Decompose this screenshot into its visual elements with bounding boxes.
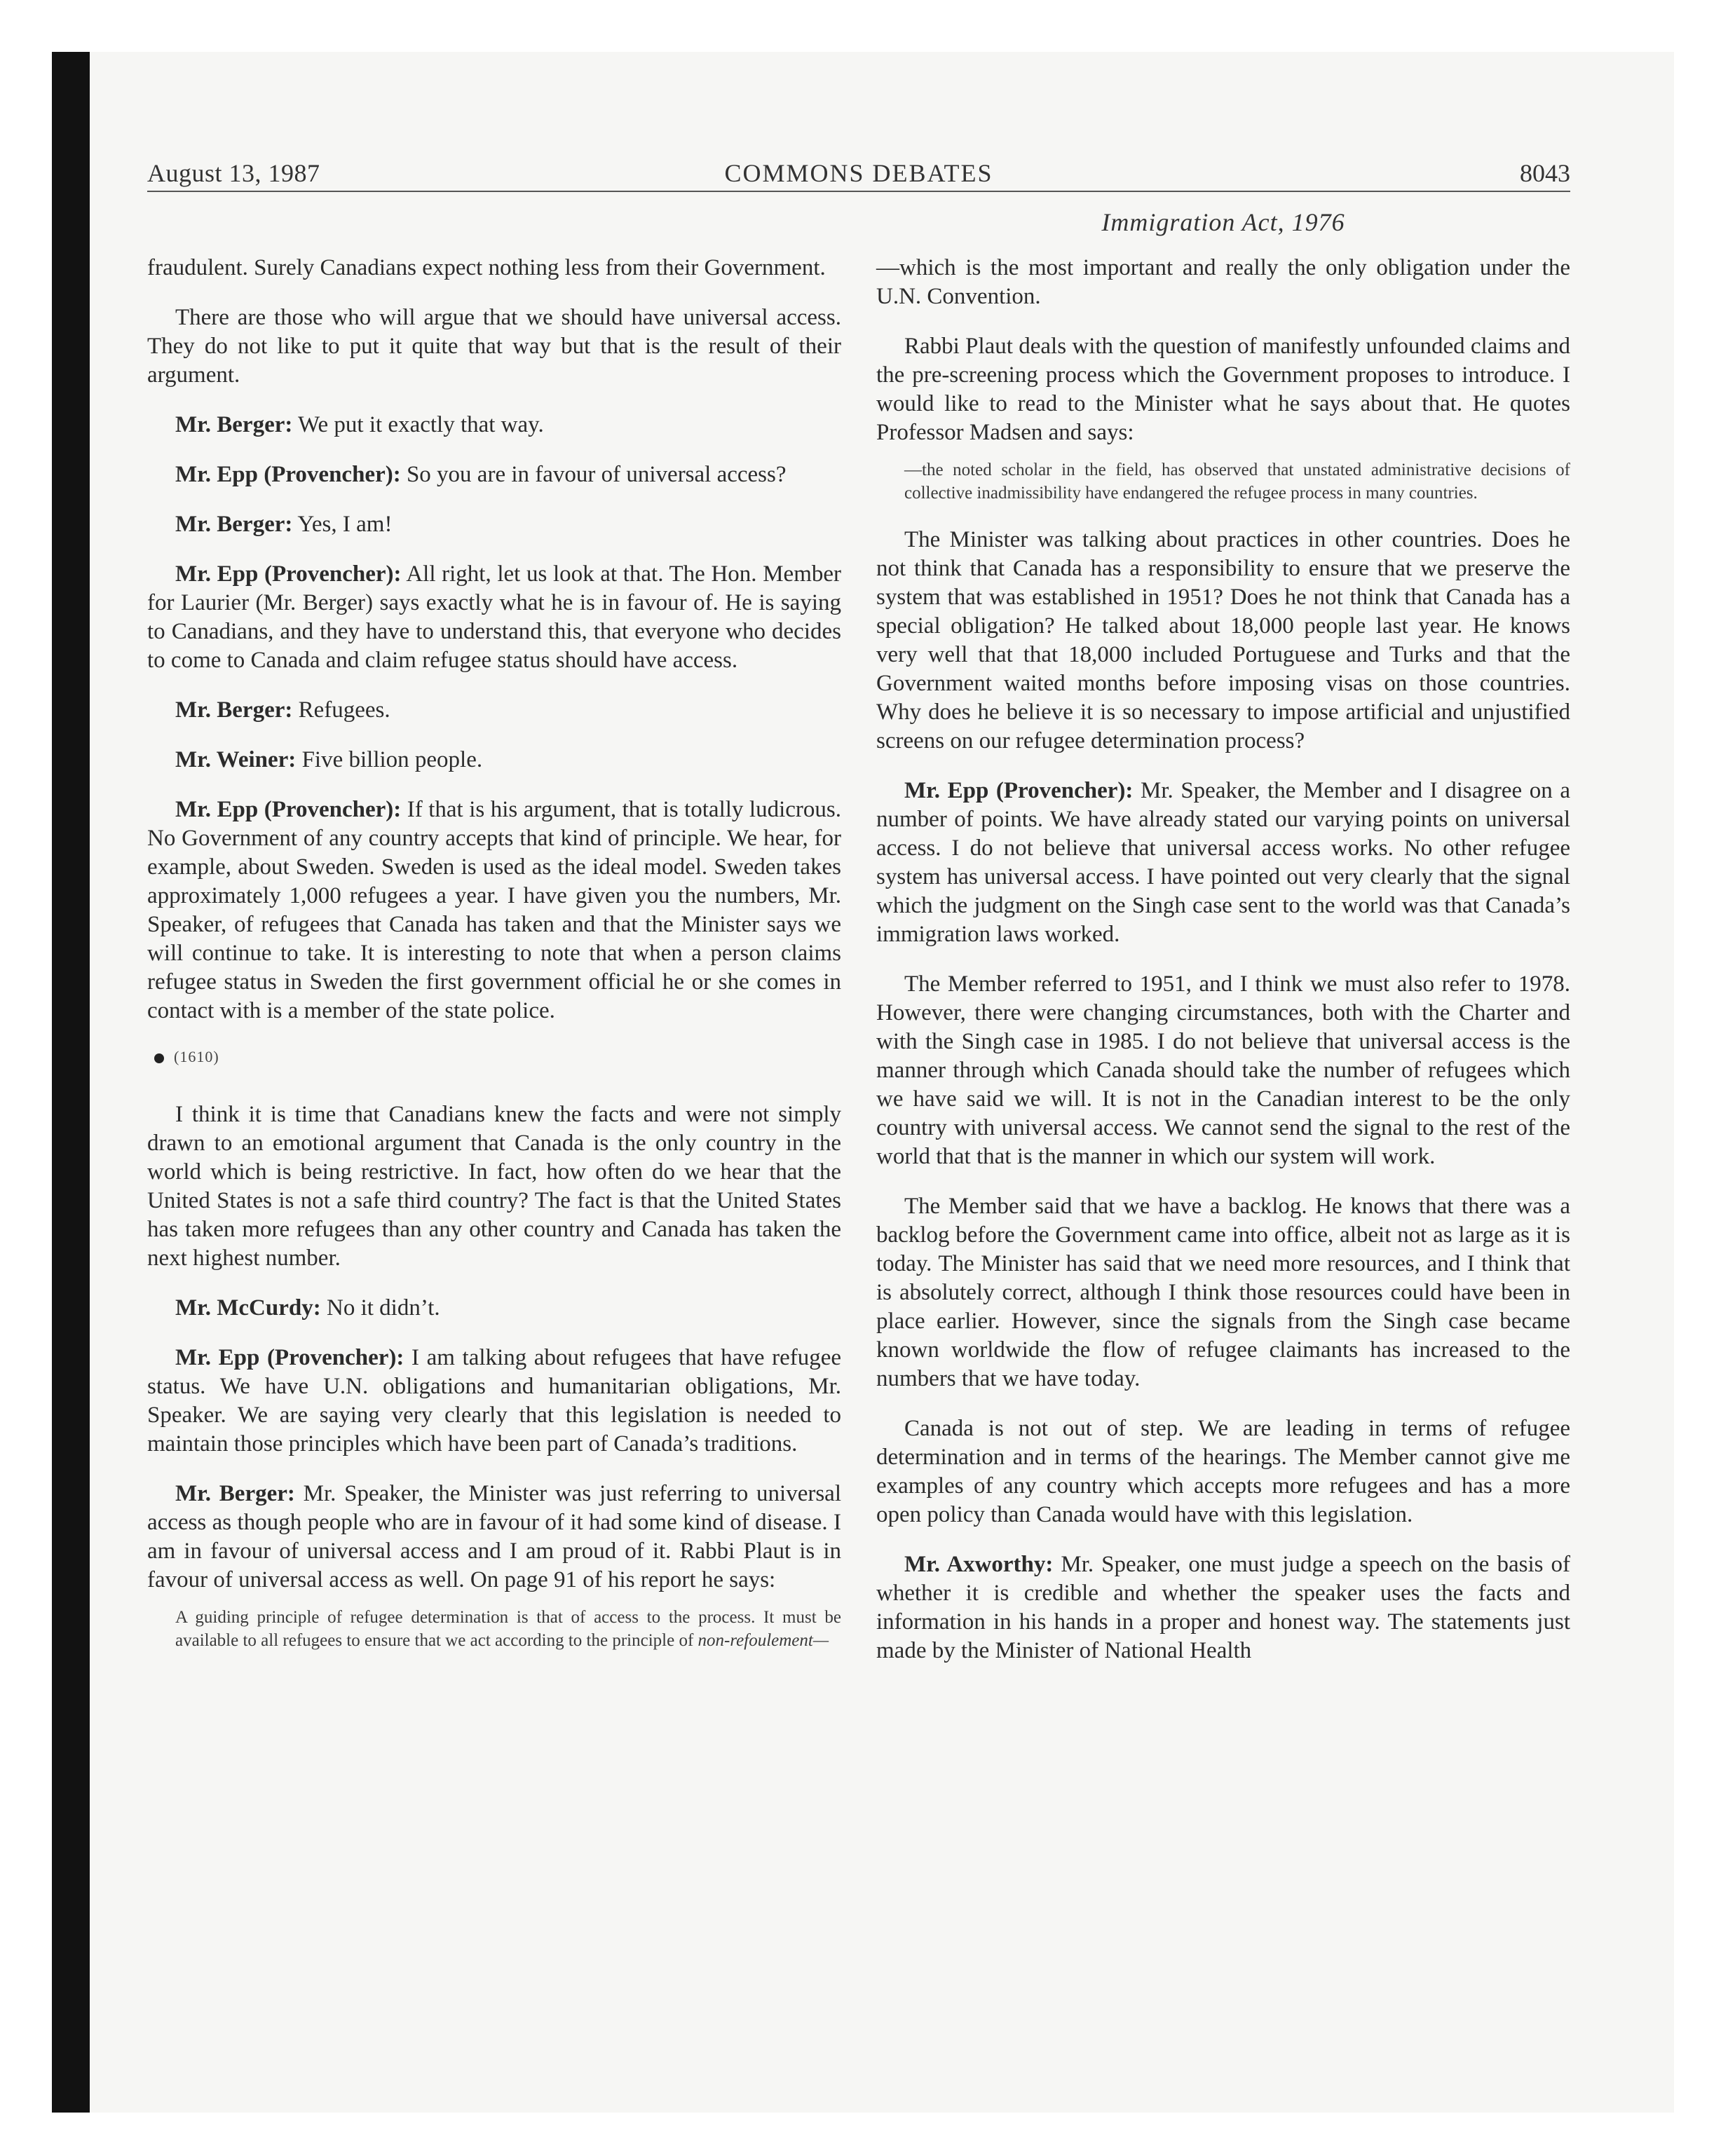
running-title: Immigration Act, 1976 xyxy=(1101,208,1345,236)
paragraph: The Member said that we have a backlog. He knows that there was a backlog before the Government came into office, albeit not as large as it is today. The Minister has said that we need more resources, and I think that is absolutely correct, although I think those resources could have been in place earlier. However, since the signals from the Singh case became known worldwide the flow of refugee claimants has increased to the numbers that we have today. xyxy=(876,1194,1570,1391)
speech-text: Mr. Speaker, one must judge a speech on the basis of whether it is credible and whether the speaker uses the facts and information in his hands in a proper and honest way. The statements just made by the Minister of National Health xyxy=(876,1552,1570,1663)
paragraph: —which is the most important and really the only obligation under the U.N. Convention. xyxy=(876,255,1570,309)
scan-edge xyxy=(52,52,90,2113)
left-column xyxy=(147,254,841,1673)
block-quote xyxy=(876,458,1570,505)
page-header xyxy=(147,158,1570,193)
speech xyxy=(147,460,841,489)
right-column xyxy=(876,254,1570,1686)
speaker-name: Mr. Epp (Provencher): xyxy=(904,778,1134,803)
speech xyxy=(147,1480,841,1595)
speech-text: If that is his argument, that is totally ludicrous. No Government of any country accepts that kind of principle. We hear, for example, about Sweden. Sweden is used as the ideal model. Sweden takes approximately 1,000 refugees a year. I have given you the numbers, Mr. Speaker, of refugees that Canada has taken and that the Minister says we will continue to take. It is interesting to note that when a person claims refugee status in Sweden the first government official he or she comes in contact with is a member of the state police. xyxy=(147,797,842,1023)
speech-text: I am talking about refugees that have refugee status. We have U.N. obligations and humanitarian obligations, Mr. Speaker. We are saying very clearly that this legislation is needed to maintain those principles which have been part of Canada’s traditions. xyxy=(147,1345,842,1456)
quote-text: A guiding principle of refugee determination is that of access to the process. It must be available to all refugees to ensure that we act according to the principle of xyxy=(175,1608,841,1650)
speech xyxy=(147,796,841,1025)
paragraph: I think it is time that Canadians knew the facts and were not simply drawn to an emotional argument that Canada is the only country in the world which is being restrictive. In fact, how often do we hear that the United States is not a safe third country? The fact is that the United States has taken more refugees than any other country and Canada has taken the next highest number. xyxy=(147,1102,841,1271)
speech xyxy=(147,560,841,675)
speaker-name: Mr. Epp (Provencher): xyxy=(175,797,402,822)
speech xyxy=(147,696,841,725)
speech xyxy=(147,411,841,439)
speaker-name: Mr. Epp (Provencher): xyxy=(175,1345,404,1370)
paragraph: Canada is not out of step. We are leading in terms of refugee determination and in terms of the hearings. The Member cannot give me examples of any country which accepts more refugees and has a more open policy than Canada would have with this legislation. xyxy=(876,1416,1570,1527)
quote-text: —the noted scholar in the field, has observed that unstated administrative decisions of collective inadmissibility have endangered the refugee process in many countries. xyxy=(904,460,1570,503)
time-marker xyxy=(147,1042,841,1071)
header-publication: COMMONS DEBATES xyxy=(724,159,993,187)
speech xyxy=(876,777,1570,949)
speaker-name: Mr. Weiner: xyxy=(175,747,297,772)
bullet-icon xyxy=(154,1053,164,1063)
paragraph: fraudulent. Surely Canadians expect nothing less from their Government. xyxy=(147,255,826,280)
speaker-name: Mr. Epp (Provencher): xyxy=(175,462,401,487)
speech-text: Mr. Speaker, the Minister was just referring to universal access as though people who are in favour of it had some kind of disease. I am in favour of universal access and I am proud of it. Rabbi Plaut is in favour of universal access as well. On page 91 of his report he says: xyxy=(147,1481,841,1592)
header-page-number: 8043 xyxy=(1520,159,1570,187)
paragraph: The Minister was talking about practices in other countries. Does he not think that Canada has a responsibility to ensure that we preserve the system that was established in 1951? Does he not think that Canada has a special obligation? He talked about 18,000 people last year. He knows very well that that 18,000 included Portuguese and Turks and that the Government waited months before imposing visas on those countries. Why does he believe it is so necessary to impose artificial and unjustified screens on our refugee determination process? xyxy=(876,527,1570,753)
speech xyxy=(876,1550,1570,1665)
header-date: August 13, 1987 xyxy=(147,159,320,187)
speech xyxy=(147,510,841,539)
speaker-name: Mr. Berger: xyxy=(175,697,293,723)
time-marker-text: (1610) xyxy=(174,1048,219,1065)
speech-text: So you are in favour of universal access? xyxy=(400,462,787,487)
paragraph: Rabbi Plaut deals with the question of manifestly unfounded claims and the pre-screening process which the Government proposes to introduce. I would like to read to the Minister what he says about that. He quotes Professor Madsen and says: xyxy=(876,334,1570,445)
speech-text: No it didn’t. xyxy=(320,1295,440,1321)
speaker-name: Mr. McCurdy: xyxy=(175,1295,321,1321)
speech-text: Yes, I am! xyxy=(292,512,393,537)
speech-text: All right, let us look at that. The Hon. Member for Laurier (Mr. Berger) says exactly what he is in favour of. He is saying to Canadians, and they have to understand this, that everyone who decides to come to Canada and claim refugee status should have access. xyxy=(147,561,841,673)
speech-text: We put it exactly that way. xyxy=(292,412,544,437)
speaker-name: Mr. Epp (Provencher): xyxy=(175,561,402,587)
speech-text: Refugees. xyxy=(292,697,390,723)
speech-text: Five billion people. xyxy=(296,747,483,772)
speech-text: Mr. Speaker, the Member and I disagree on a number of points. We have already stated our varying points on universal access. I do not believe that universal access works. No other refugee system has universal access. I have pointed out very clearly that the signal which the judgment on the Singh case sent to the world was that Canada’s immigration laws worked. xyxy=(876,778,1571,947)
speaker-name: Mr. Berger: xyxy=(175,412,293,437)
speech xyxy=(147,746,841,775)
paragraph: There are those who will argue that we should have universal access. They do not like to put it quite that way but that is the result of their argument. xyxy=(147,305,841,388)
header-rule xyxy=(147,191,1570,192)
paragraph: The Member referred to 1951, and I think we must also refer to 1978. However, there were changing circumstances, both with the Charter and with the Singh case in 1985. I do not believe that universal access is the manner through which Canada should take the number of refugees which we have said we will. It is not in the Canadian interest to be the only country with universal access. We cannot send the signal to the rest of the world that that is the manner in which our system will work. xyxy=(876,971,1570,1169)
block-quote xyxy=(147,1606,841,1652)
speaker-name: Mr. Axworthy: xyxy=(904,1552,1054,1577)
speaker-name: Mr. Berger: xyxy=(175,512,293,537)
speech xyxy=(147,1344,841,1459)
speaker-name: Mr. Berger: xyxy=(175,1481,295,1506)
quote-italic-term: non-refoulement— xyxy=(698,1631,829,1650)
speech xyxy=(147,1294,841,1323)
